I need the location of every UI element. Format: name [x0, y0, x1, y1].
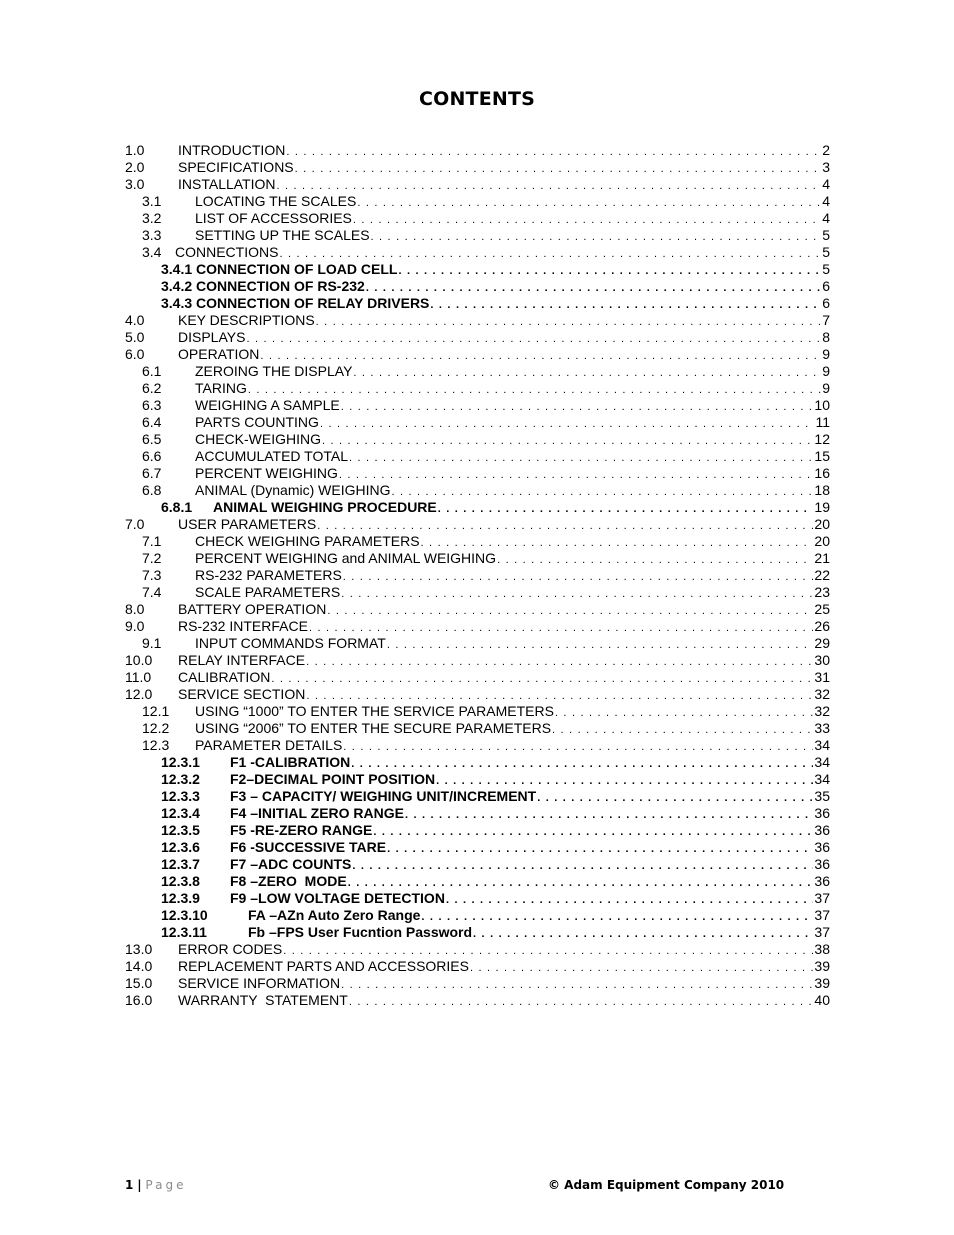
toc-entry-page: 35 [814, 788, 830, 804]
toc-entry-page: 9 [822, 346, 830, 362]
toc-entry-label: LIST OF ACCESSORIES [195, 210, 352, 226]
toc-entry[interactable] [0, 822, 954, 839]
toc-entry-number: 12.3.8 [161, 873, 200, 889]
toc-entry-page: 32 [814, 686, 830, 702]
toc-entry-label: SERVICE INFORMATION [178, 975, 341, 991]
toc-entry-page: 36 [814, 822, 830, 838]
toc-entry-label: F1 -CALIBRATION [230, 754, 351, 770]
toc-entry-label: BATTERY OPERATION [178, 601, 327, 617]
toc-entry[interactable] [0, 754, 954, 771]
toc-entry-label: ACCUMULATED TOTAL [195, 448, 348, 464]
toc-entry-label: 3.4.3 CONNECTION OF RELAY DRIVERS [161, 295, 430, 311]
toc-entry-page: 6 [822, 278, 830, 294]
toc-entry-label: OPERATION [178, 346, 260, 362]
toc-entry-label: ANIMAL WEIGHING PROCEDURE [213, 499, 437, 515]
toc-entry-label: F3 – CAPACITY/ WEIGHING UNIT/INCREMENT [230, 788, 537, 804]
toc-entry[interactable] [0, 414, 954, 431]
toc-entry-label: PARAMETER DETAILS [195, 737, 343, 753]
toc-entry-label: SPECIFICATIONS [178, 159, 294, 175]
toc-entry[interactable] [0, 941, 954, 958]
toc-entry-number: 3.3 [142, 227, 162, 243]
toc-entry-label: RS-232 INTERFACE [178, 618, 308, 634]
copyright-notice: © Adam Equipment Company 2010 [548, 1178, 785, 1192]
toc-entry-page: 30 [814, 652, 830, 668]
toc-entry-number: 5.0 [125, 329, 145, 345]
toc-entry[interactable] [0, 652, 954, 669]
toc-entry-number: 4.0 [125, 312, 145, 328]
toc-entry[interactable] [0, 142, 954, 159]
toc-entry-page: 39 [814, 975, 830, 991]
toc-entry[interactable] [0, 159, 954, 176]
toc-entry-page: 22 [814, 567, 830, 583]
toc-entry-page: 36 [814, 856, 830, 872]
toc-entry[interactable] [0, 737, 954, 754]
toc-entry[interactable] [0, 363, 954, 380]
toc-entry-page: 39 [814, 958, 830, 974]
toc-entry-page: 10 [814, 397, 830, 413]
toc-entry-number: 3.4 [142, 244, 162, 260]
toc-entry[interactable] [0, 805, 954, 822]
toc-entry-page: 21 [814, 550, 830, 566]
toc-entry-number: 3.0 [125, 176, 145, 192]
toc-entry-page: 20 [814, 533, 830, 549]
toc-entry-page: 8 [822, 329, 830, 345]
toc-entry[interactable] [0, 992, 954, 1009]
toc-entry[interactable] [0, 584, 954, 601]
toc-entry-page: 3 [822, 159, 830, 175]
toc-entry-page: 9 [822, 363, 830, 379]
toc-entry[interactable] [0, 788, 954, 805]
toc-entry-page: 36 [814, 805, 830, 821]
toc-entry-page: 20 [814, 516, 830, 532]
toc-entry-label: F4 –INITIAL ZERO RANGE [230, 805, 404, 821]
toc-entry-label: USING “2006” TO ENTER THE SECURE PARAMETERS [195, 720, 552, 736]
toc-entry-label: ERROR CODES [178, 941, 283, 957]
toc-entry-number: 8.0 [125, 601, 145, 617]
toc-entry-number: 12.3.5 [161, 822, 200, 838]
toc-entry-label: WEIGHING A SAMPLE [195, 397, 340, 413]
toc-entry-label: USER PARAMETERS [178, 516, 317, 532]
toc-entry-number: 7.0 [125, 516, 145, 532]
toc-entry[interactable] [0, 380, 954, 397]
toc-entry-number: 12.3.4 [161, 805, 200, 821]
toc-entry-page: 4 [822, 193, 830, 209]
toc-entry-number: 12.3 [142, 737, 170, 753]
toc-entry-number: 6.4 [142, 414, 162, 430]
toc-entry-page: 38 [814, 941, 830, 957]
toc-entry[interactable] [0, 618, 954, 635]
toc-entry-number: 3.2 [142, 210, 162, 226]
toc-entry[interactable] [0, 431, 954, 448]
toc-entry-number: 10.0 [125, 652, 153, 668]
toc-entry-number: 6.1 [142, 363, 162, 379]
toc-entry-number: 9.1 [142, 635, 162, 651]
toc-entry[interactable] [0, 210, 954, 227]
toc-entry[interactable] [0, 567, 954, 584]
toc-entry-number: 12.3.6 [161, 839, 200, 855]
toc-entry-label: DISPLAYS [178, 329, 246, 345]
toc-entry-page: 32 [814, 703, 830, 719]
toc-entry-number: 12.1 [142, 703, 170, 719]
toc-entry-page: 34 [814, 771, 830, 787]
toc-entry-label: RELAY INTERFACE [178, 652, 306, 668]
toc-entry-label: SERVICE SECTION [178, 686, 306, 702]
toc-entry-number: 12.0 [125, 686, 153, 702]
toc-entry-page: 5 [822, 244, 830, 260]
toc-entry-page: 34 [814, 737, 830, 753]
toc-entry-number: 12.3.9 [161, 890, 200, 906]
toc-entry-label: 3.4.1 CONNECTION OF LOAD CELL [161, 261, 398, 277]
toc-entry-number: 6.3 [142, 397, 162, 413]
toc-entry-number: 6.6 [142, 448, 162, 464]
toc-entry-label: F7 –ADC COUNTS [230, 856, 352, 872]
toc-entry[interactable] [0, 244, 954, 261]
toc-entry[interactable] [0, 924, 954, 941]
page-footer-left [125, 1178, 186, 1192]
toc-entry-label: PARTS COUNTING [195, 414, 319, 430]
toc-entry-number: 12.3.3 [161, 788, 200, 804]
toc-entry[interactable] [0, 533, 954, 550]
toc-entry-label: TARING [195, 380, 247, 396]
toc-entry-label: F9 –LOW VOLTAGE DETECTION [230, 890, 445, 906]
toc-entry-number: 6.0 [125, 346, 145, 362]
toc-entry-number: 6.5 [142, 431, 162, 447]
toc-entry-page: 4 [822, 176, 830, 192]
toc-entry-label: ZEROING THE DISPLAY [195, 363, 353, 379]
page-word: Page [145, 1178, 187, 1192]
toc-entry-page: 40 [814, 992, 830, 1008]
toc-entry-label: ANIMAL (Dynamic) WEIGHING [195, 482, 391, 498]
page-title: CONTENTS [418, 88, 536, 110]
toc-entry-number: 11.0 [125, 669, 152, 685]
toc-entry[interactable] [0, 601, 954, 618]
toc-entry-page: 23 [814, 584, 830, 600]
toc-entry[interactable] [0, 771, 954, 788]
toc-entry-page: 16 [814, 465, 830, 481]
toc-entry[interactable] [0, 482, 954, 499]
toc-entry-label: CHECK-WEIGHING [195, 431, 321, 447]
toc-entry-label: LOCATING THE SCALES [195, 193, 357, 209]
toc-entry[interactable] [0, 839, 954, 856]
toc-entry-page: 9 [822, 380, 830, 396]
toc-entry[interactable] [0, 193, 954, 210]
toc-entry-label: INSTALLATION [178, 176, 276, 192]
toc-entry-number: 9.0 [125, 618, 145, 634]
toc-entry[interactable] [0, 856, 954, 873]
toc-entry-label: 3.4.2 CONNECTION OF RS-232 [161, 278, 365, 294]
toc-entry-label: SCALE PARAMETERS [195, 584, 341, 600]
toc-entry-label: CHECK WEIGHING PARAMETERS [195, 533, 420, 549]
toc-entry-number: 6.8.1 [161, 499, 193, 515]
toc-entry-number: 7.3 [142, 567, 162, 583]
toc-entry[interactable] [0, 975, 954, 992]
toc-entry[interactable] [0, 907, 954, 924]
toc-entry[interactable] [0, 227, 954, 244]
toc-entry-label: WARRANTY STATEMENT [178, 992, 348, 1008]
toc-dot-leader [349, 994, 814, 1011]
toc-entry[interactable] [0, 465, 954, 482]
toc-entry-number: 15.0 [125, 975, 153, 991]
toc-entry[interactable] [0, 278, 954, 295]
toc-entry-page: 15 [814, 448, 830, 464]
toc-entry-number: 14.0 [125, 958, 153, 974]
toc-entry-page: 2 [822, 142, 830, 158]
toc-entry[interactable] [0, 550, 954, 567]
toc-entry-label: PERCENT WEIGHING [195, 465, 338, 481]
toc-entry-number: 3.1 [142, 193, 162, 209]
toc-entry-number: 12.3.11 [161, 924, 207, 940]
toc-entry-label: REPLACEMENT PARTS AND ACCESSORIES [178, 958, 469, 974]
toc-entry-number: 1.0 [125, 142, 145, 158]
toc-entry-label: INTRODUCTION [178, 142, 286, 158]
toc-entry[interactable] [0, 720, 954, 737]
toc-entry[interactable] [0, 873, 954, 890]
toc-entry-page: 37 [814, 907, 830, 923]
toc-entry-page: 34 [814, 754, 830, 770]
page-number: 1 [125, 1178, 134, 1192]
toc-entry-label: F5 -RE-ZERO RANGE [230, 822, 373, 838]
toc-entry-label: KEY DESCRIPTIONS [178, 312, 315, 328]
toc-entry-page: 18 [814, 482, 830, 498]
toc-entry-label: INPUT COMMANDS FORMAT [195, 635, 386, 651]
toc-entry[interactable] [0, 958, 954, 975]
toc-entry-page: 37 [814, 890, 830, 906]
toc-entry-number: 12.3.1 [161, 754, 200, 770]
toc-entry-number: 12.3.7 [161, 856, 200, 872]
toc-entry-page: 19 [814, 499, 830, 515]
toc-entry-label: SETTING UP THE SCALES [195, 227, 370, 243]
toc-entry-page: 31 [814, 669, 830, 685]
footer-separator: | [137, 1178, 142, 1192]
toc-entry-number: 7.2 [142, 550, 162, 566]
toc-entry[interactable] [0, 686, 954, 703]
toc-entry-page: 29 [814, 635, 830, 651]
toc-entry[interactable] [0, 635, 954, 652]
toc-entry-page: 26 [814, 618, 830, 634]
toc-entry[interactable] [0, 669, 954, 686]
toc-entry-number: 7.1 [142, 533, 162, 549]
toc-entry[interactable] [0, 703, 954, 720]
toc-entry-page: 36 [814, 873, 830, 889]
toc-entry[interactable] [0, 295, 954, 312]
toc-entry-page: 5 [822, 227, 830, 243]
toc-entry[interactable] [0, 176, 954, 193]
toc-entry-number: 16.0 [125, 992, 153, 1008]
toc-entry-number: 6.2 [142, 380, 162, 396]
toc-entry-label: CALIBRATION [178, 669, 271, 685]
toc-entry-page: 12 [814, 431, 830, 447]
toc-entry-number: 7.4 [142, 584, 162, 600]
toc-entry-page: 6 [822, 295, 830, 311]
toc-entry-page: 11 [815, 414, 830, 430]
toc-entry[interactable] [0, 329, 954, 346]
toc-entry-number: 6.8 [142, 482, 162, 498]
toc-entry-label: USING “1000” TO ENTER THE SERVICE PARAMETERS [195, 703, 554, 719]
toc-entry-number: 12.2 [142, 720, 170, 736]
toc-entry-number: 12.3.10 [161, 907, 208, 923]
toc-entry-page: 25 [814, 601, 830, 617]
toc-entry-label: F2–DECIMAL POINT POSITION [230, 771, 436, 787]
toc-entry-label: Fb –FPS User Fucntion Password [248, 924, 473, 940]
toc-entry-page: 7 [822, 312, 830, 328]
toc-entry[interactable] [0, 312, 954, 329]
toc-entry-page: 5 [822, 261, 830, 277]
toc-entry-page: 33 [814, 720, 830, 736]
toc-entry-number: 6.7 [142, 465, 162, 481]
toc-entry[interactable] [0, 499, 954, 516]
toc-entry-label: CONNECTIONS [175, 244, 279, 260]
toc-entry[interactable] [0, 261, 954, 278]
toc-entry-number: 12.3.2 [161, 771, 200, 787]
toc-entry-page: 37 [814, 924, 830, 940]
toc-entry-number: 2.0 [125, 159, 145, 175]
toc-entry[interactable] [0, 516, 954, 533]
toc-entry-label: FA –AZn Auto Zero Range [248, 907, 421, 923]
toc-entry[interactable] [0, 448, 954, 465]
toc-entry-label: PERCENT WEIGHING and ANIMAL WEIGHING [195, 550, 497, 566]
toc-entry-page: 36 [814, 839, 830, 855]
toc-entry-label: F6 -SUCCESSIVE TARE [230, 839, 387, 855]
toc-entry-page: 4 [822, 210, 830, 226]
toc-entry-label: F8 –ZERO MODE [230, 873, 347, 889]
toc-entry[interactable] [0, 890, 954, 907]
toc-entry-number: 13.0 [125, 941, 153, 957]
toc-entry[interactable] [0, 346, 954, 363]
toc-entry[interactable] [0, 397, 954, 414]
toc-entry-label: RS-232 PARAMETERS [195, 567, 342, 583]
